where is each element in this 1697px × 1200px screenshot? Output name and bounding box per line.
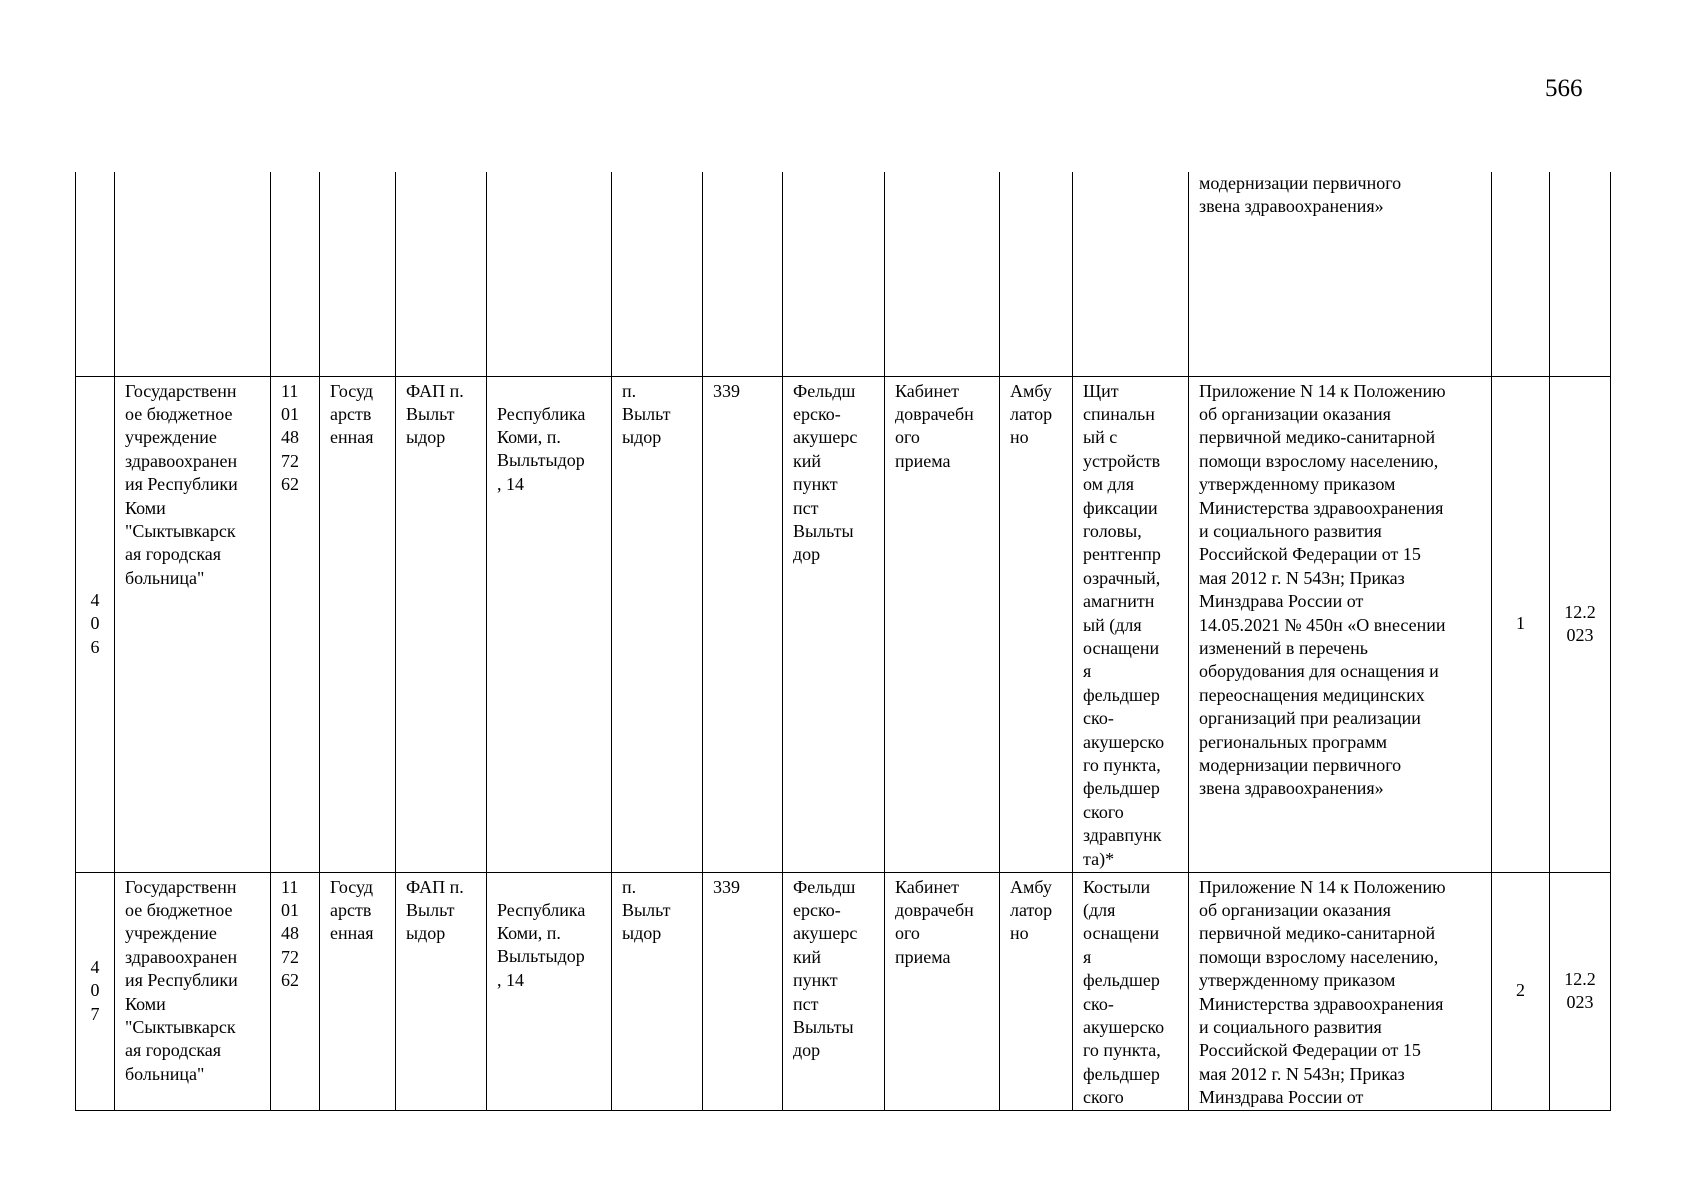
cell-quantity [1492, 872, 1550, 1110]
cell-address [487, 872, 612, 1110]
cell-locality [612, 376, 703, 872]
date-text: 12.2 023 [1564, 601, 1596, 645]
address-text: Республика Коми, п. Выльтыдор , 14 [497, 403, 586, 494]
cell-unit-type [783, 172, 885, 376]
cell-locality [612, 172, 703, 376]
cell-number [76, 872, 115, 1110]
cell-population [703, 376, 783, 872]
cell-quantity [1492, 376, 1550, 872]
locality-text: п. Выльт ыдор [622, 876, 671, 944]
table-row-continuation [76, 172, 1611, 376]
cell-ownership [320, 172, 396, 376]
cell-room [885, 872, 1000, 1110]
cell-inn [271, 172, 320, 376]
equipment-text: Костыли (для оснащени я фельдшер ско- акушерско го пункта, фельдшер ского [1083, 876, 1165, 1108]
care-form-text: Амбу латор но [1010, 876, 1053, 944]
cell-date [1550, 172, 1611, 376]
cell-address [487, 172, 612, 376]
cell-care-form [1000, 172, 1073, 376]
cell-inn [271, 872, 320, 1110]
unit-type-text: Фельдш ерско- акушерс кий пункт пст Выльты дор [793, 876, 858, 1061]
equipment-text: Щит спинальн ый с устройств ом для фиксации головы, рентгенпр озрачный, амагнитн ый (для оснащени я фельдшер ско- акушерско го пункта, фельдшер ского здравпунк та)* [1083, 380, 1165, 869]
facility-text: ФАП п. Выльт ыдор [406, 380, 464, 448]
address-text: Республика Коми, п. Выльтыдор , 14 [497, 899, 586, 990]
cell-basis [1189, 376, 1492, 872]
cell-date [1550, 872, 1611, 1110]
quantity-text: 1 [1516, 613, 1525, 634]
facility-text: ФАП п. Выльт ыдор [406, 876, 464, 944]
population-text: 339 [713, 876, 740, 897]
cell-care-form [1000, 872, 1073, 1110]
cell-equipment [1073, 376, 1189, 872]
cell-equipment [1073, 872, 1189, 1110]
row-number: 4 0 6 [90, 589, 100, 657]
organization-text: Государственн ое бюджетное учреждение здравоохранен ия Республики Коми "Сыктывкарск ая городская больница" [125, 380, 238, 588]
cell-population [703, 872, 783, 1110]
ownership-text: Госуд арств енная [330, 876, 374, 944]
cell-care-form [1000, 376, 1073, 872]
cell-address [487, 376, 612, 872]
page-number: 566 [1545, 75, 1583, 102]
population-text: 339 [713, 380, 740, 401]
organization-text: Государственн ое бюджетное учреждение здравоохранен ия Республики Коми "Сыктывкарск ая городская больница" [125, 876, 238, 1084]
unit-type-text: Фельдш ерско- акушерс кий пункт пст Выльты дор [793, 380, 858, 565]
cell-facility [396, 172, 487, 376]
locality-text: п. Выльт ыдор [622, 380, 671, 448]
cell-ownership [320, 376, 396, 872]
cell-room [885, 172, 1000, 376]
equipment-table [75, 172, 1611, 1111]
cell-equipment [1073, 172, 1189, 376]
cell-ownership [320, 872, 396, 1110]
cell-organization [115, 376, 271, 872]
cell-facility [396, 376, 487, 872]
cell-population [703, 172, 783, 376]
basis-text: Приложение N 14 к Положению об организации оказания первичной медико-санитарной помощи взрослому населению, утвержденному приказом Министерства здравоохранения и социального развития Российской Федерации от 15 мая 2012 г. N 543н; Приказ Минздрава России от [1199, 876, 1446, 1108]
basis-text: Приложение N 14 к Положению об организации оказания первичной медико-санитарной помощи взрослому населению, утвержденному приказом Министерства здравоохранения и социального развития Российской Федерации от 15 мая 2012 г. N 543н; Приказ Минздрава России от 14.05.2021 № 450н «О внесении изменений в перечень оборудования для оснащения и переоснащения медицинских организаций при реализации региональных программ модернизации первичного звена здравоохранения» [1199, 380, 1446, 799]
cell-organization [115, 872, 271, 1110]
cell-unit-type [783, 376, 885, 872]
cell-inn [271, 376, 320, 872]
care-form-text: Амбу латор но [1010, 380, 1053, 448]
cell-number [76, 172, 115, 376]
table-row [76, 872, 1611, 1110]
basis-text: модернизации первичного звена здравоохранения» [1199, 173, 1402, 217]
cell-locality [612, 872, 703, 1110]
cell-facility [396, 872, 487, 1110]
cell-basis [1189, 872, 1492, 1110]
quantity-text: 2 [1516, 980, 1525, 1001]
table-row [76, 376, 1611, 872]
cell-number [76, 376, 115, 872]
date-text: 12.2 023 [1564, 968, 1596, 1013]
room-text: Кабинет доврачебн ого приема [895, 380, 974, 471]
cell-quantity [1492, 172, 1550, 376]
room-text: Кабинет доврачебн ого приема [895, 876, 974, 967]
cell-date [1550, 376, 1611, 872]
ownership-text: Госуд арств енная [330, 380, 374, 448]
cell-basis [1189, 172, 1492, 376]
row-number: 4 0 7 [90, 956, 100, 1024]
cell-organization [115, 172, 271, 376]
inn-text: 11 01 48 72 62 [281, 380, 299, 495]
cell-room [885, 376, 1000, 872]
cell-unit-type [783, 872, 885, 1110]
inn-text: 11 01 48 72 62 [281, 876, 299, 991]
